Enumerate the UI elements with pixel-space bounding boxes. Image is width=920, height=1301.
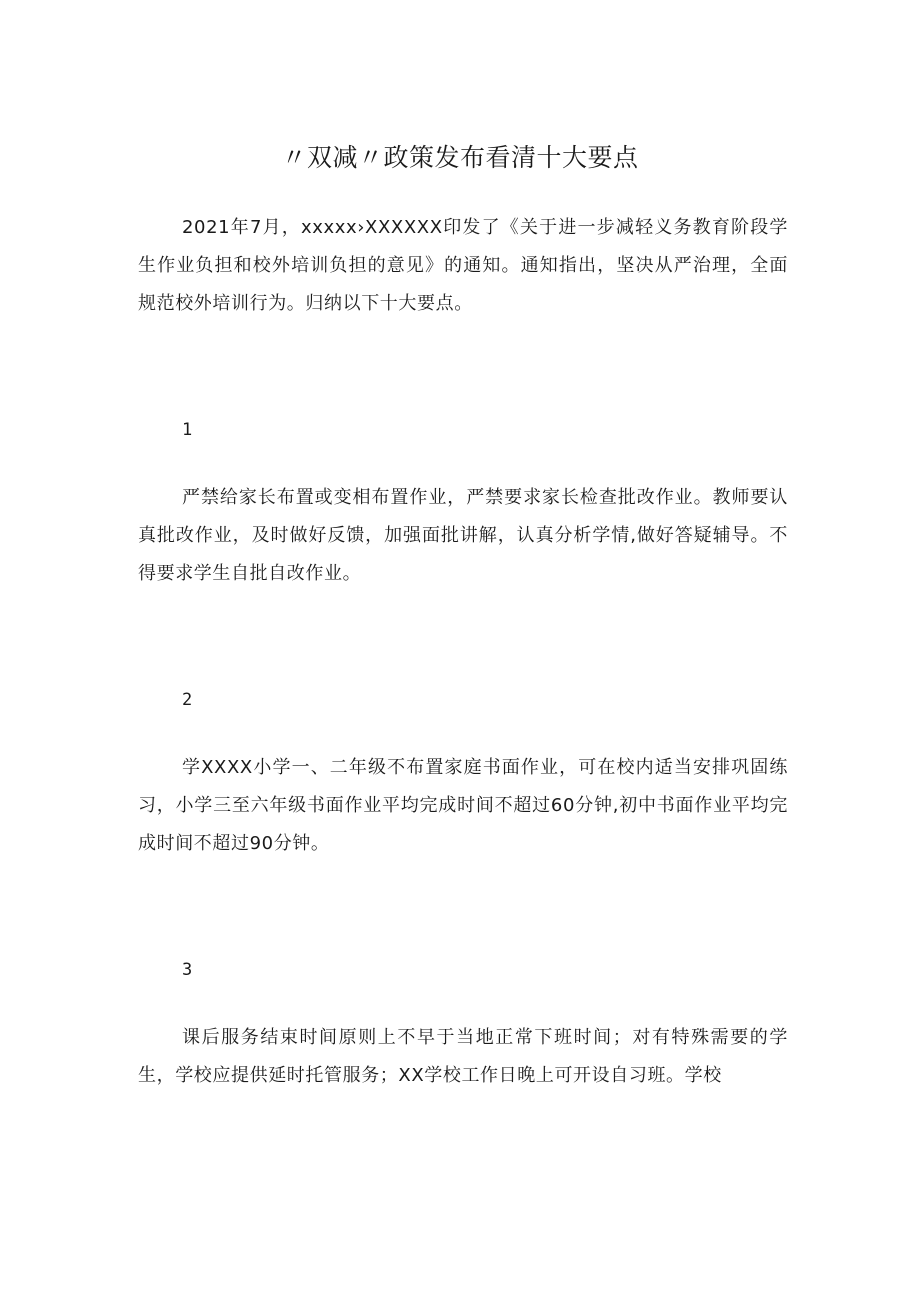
section-number-2: 2 — [182, 690, 193, 710]
section-number-3: 3 — [182, 960, 193, 980]
section-text-1: 严禁给家长布置或变相布置作业，严禁要求家长检查批改作业。教师要认真批改作业，及时做好反馈，加强面批讲解，认真分析学情,做好答疑辅导。不得要求学生自批自改作业。 — [138, 487, 788, 584]
section-text-3: 课后服务结束时间原则上不早于当地正常下班时间；对有特殊需要的学生，学校应提供延时托管服务；XX学校工作日晚上可开设自习班。学校 — [138, 1027, 788, 1086]
document-title: 〃双减〃政策发布看清十大要点 — [281, 143, 639, 172]
intro-paragraph: 2021年7月，xxxxx›XXXXXX印发了《关于进一步减轻义务教育阶段学生作业负担和校外培训负担的意见》的通知。通知指出，坚决从严治理，全面规范校外培训行为。归纳以下十大要点。 — [138, 217, 788, 314]
section-number-1: 1 — [182, 420, 193, 440]
section-text-2: 学XXXX小学一、二年级不布置家庭书面作业，可在校内适当安排巩固练习，小学三至六年级书面作业平均完成时间不超过60分钟,初中书面作业平均完成时间不超过90分钟。 — [138, 757, 788, 854]
